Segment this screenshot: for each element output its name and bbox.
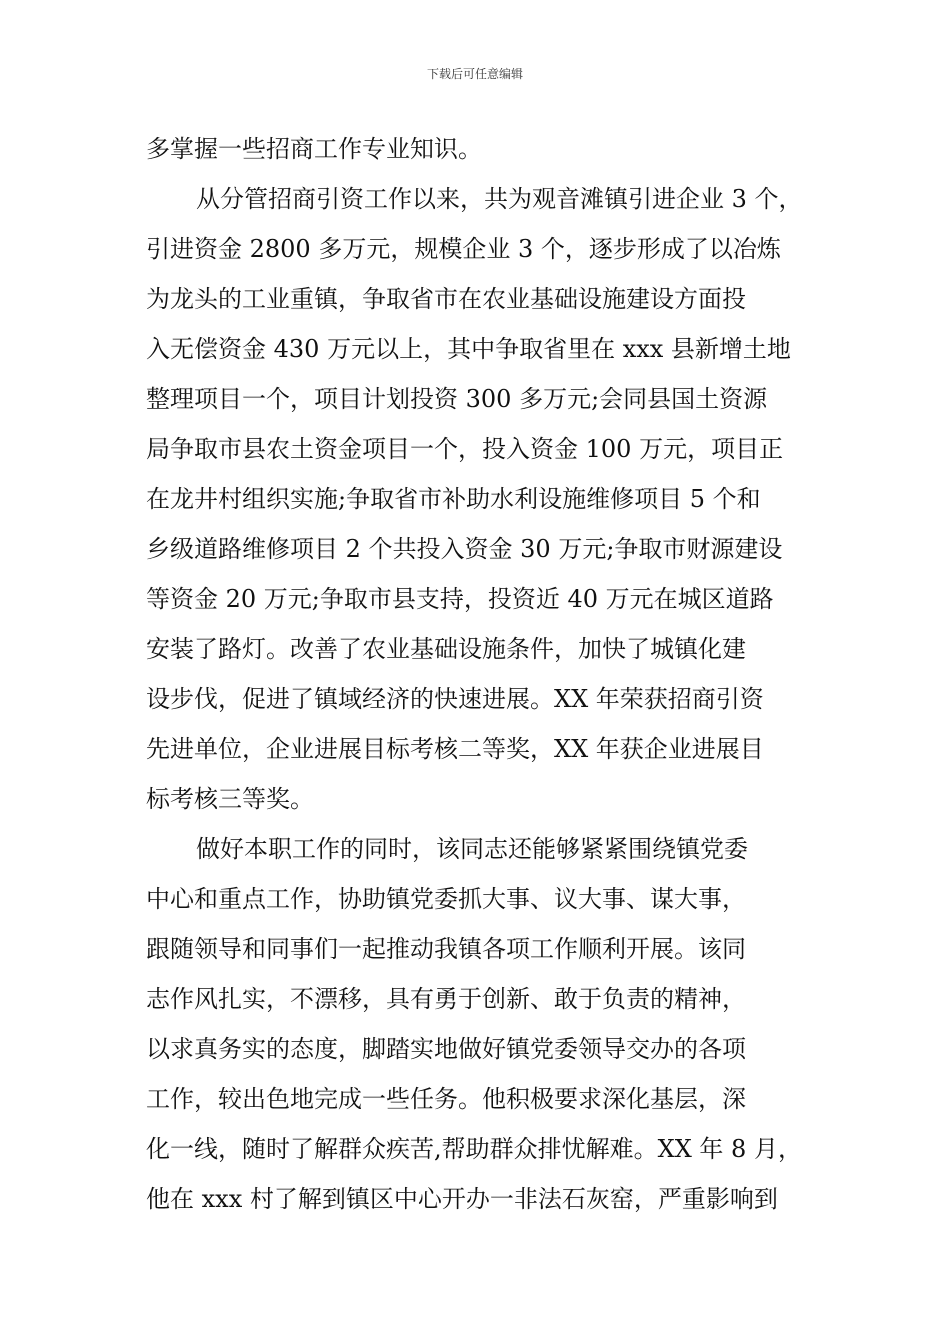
text-line: 工作，较出色地完成一些任务。他积极要求深化基层，深 <box>146 1085 746 1113</box>
paragraph-start-line: 做好本职工作的同时，该同志还能够紧紧围绕镇党委 <box>196 835 748 863</box>
text-line: 乡级道路维修项目 2 个共投入资金 30 万元;争取市财源建设 <box>146 535 783 563</box>
text-line: 整理项目一个，项目计划投资 300 多万元;会同县国土资源 <box>146 385 768 413</box>
text-line: 局争取市县农土资金项目一个，投入资金 100 万元，项目正 <box>146 435 784 463</box>
text-line: 中心和重点工作，协助镇党委抓大事、议大事、谋大事， <box>146 885 746 913</box>
text-line: 为龙头的工业重镇，争取省市在农业基础设施建设方面投 <box>146 285 746 313</box>
text-line: 他在 xxx 村了解到镇区中心开办一非法石灰窑，严重影响到 <box>146 1185 778 1213</box>
text-line: 在龙井村组织实施;争取省市补助水利设施维修项目 5 个和 <box>146 485 761 513</box>
text-line: 先进单位，企业进展目标考核二等奖，XX 年获企业进展目 <box>146 735 764 763</box>
paragraph-start-line: 从分管招商引资工作以来，共为观音滩镇引进企业 3 个， <box>196 185 803 213</box>
text-line: 多掌握一些招商工作专业知识。 <box>146 135 482 163</box>
text-line: 设步伐，促进了镇域经济的快速进展。XX 年荣获招商引资 <box>146 685 764 713</box>
text-line: 引进资金 2800 多万元，规模企业 3 个，逐步形成了以冶炼 <box>146 235 781 263</box>
text-line: 安装了路灯。改善了农业基础设施条件，加快了城镇化建 <box>146 635 746 663</box>
text-line: 以求真务实的态度，脚踏实地做好镇党委领导交办的各项 <box>146 1035 746 1063</box>
text-line: 跟随领导和同事们一起推动我镇各项工作顺利开展。该同 <box>146 935 746 963</box>
text-line: 志作风扎实，不漂移，具有勇于创新、敢于负责的精神， <box>146 985 746 1013</box>
text-line: 化一线，随时了解群众疾苦,帮助群众排忧解难。XX 年 8 月， <box>146 1135 802 1163</box>
text-line: 入无偿资金 430 万元以上，其中争取省里在 xxx 县新增土地 <box>146 335 791 363</box>
text-line: 标考核三等奖。 <box>146 785 314 813</box>
text-line: 等资金 20 万元;争取市县支持，投资近 40 万元在城区道路 <box>146 585 774 613</box>
page-header-note: 下载后可任意编辑 <box>426 67 523 81</box>
